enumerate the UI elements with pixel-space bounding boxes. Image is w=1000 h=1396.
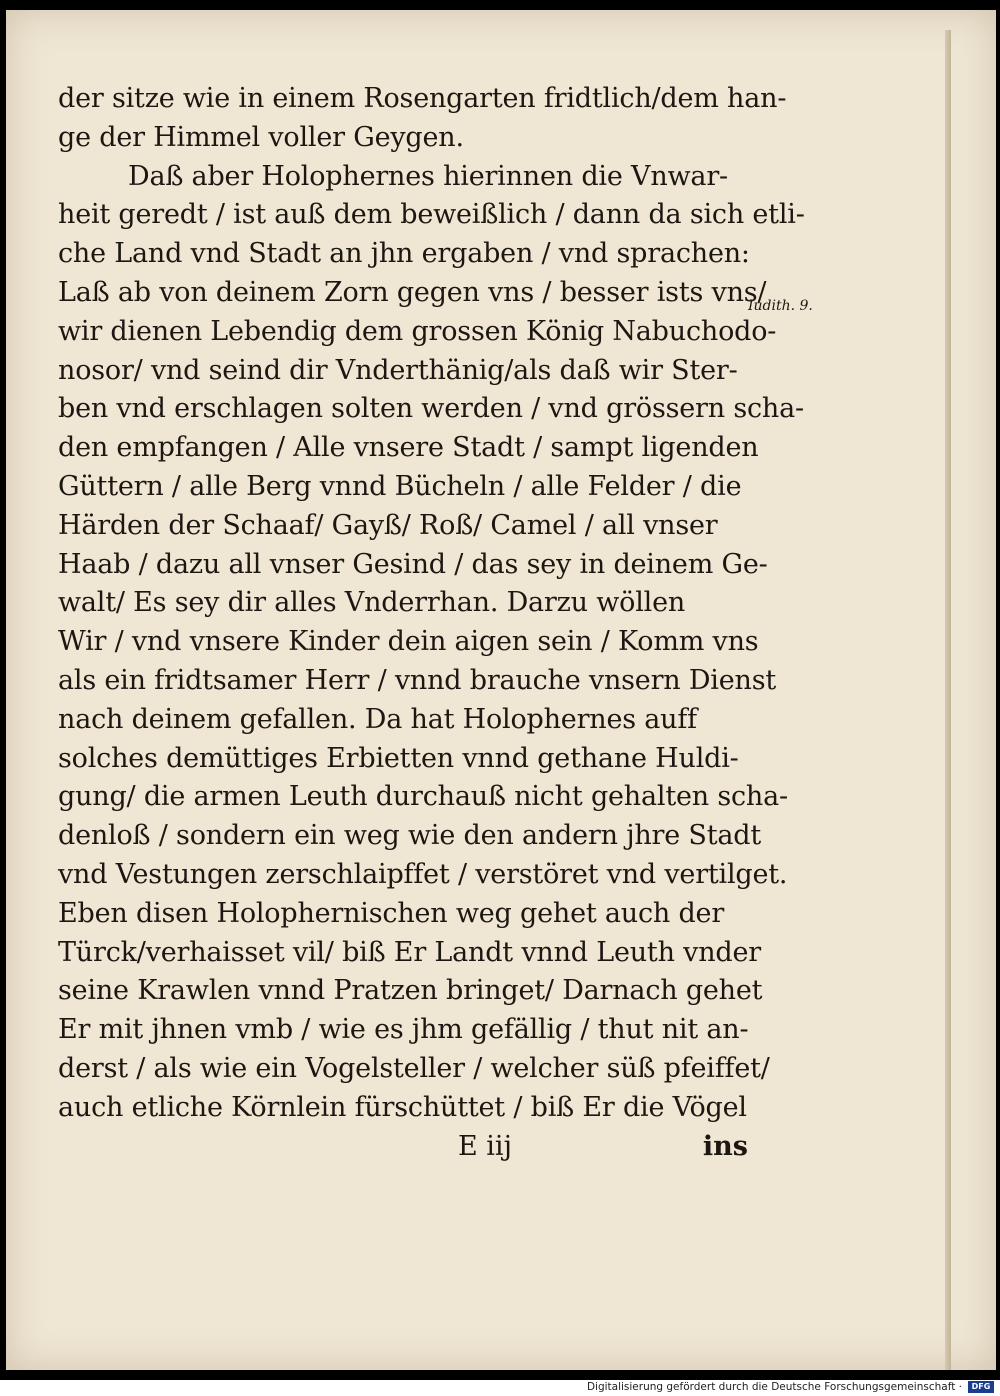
credit-bar: [0, 1380, 1000, 1396]
marginal-note: Iudith. 9.: [748, 298, 813, 314]
text-line: den empfangen / Alle vnsere Stadt / sampt ligenden: [58, 432, 759, 464]
text-line: wir dienen Lebendig dem grossen König Nabuchodo‑: [58, 315, 777, 347]
text-line: Eben disen Holophernischen weg gehet auch der: [58, 897, 725, 929]
text-line: walt/ Es sey dir alles Vnderrhan. Darzu wöllen: [58, 587, 686, 619]
signature-mark: E iij: [458, 1131, 512, 1162]
text-line: solches demüttiges Erbietten vnnd gethane Huldi‑: [58, 742, 739, 774]
dfg-logo-icon: DFG: [968, 1381, 994, 1393]
text-line: che Land vnd Stadt an jhn ergaben / vnd sprachen:: [58, 238, 750, 270]
page-edge: [945, 30, 951, 1370]
text-line: als ein fridtsamer Herr / vnnd brauche vnsern Dienst: [58, 664, 777, 696]
text-line: Er mit jhnen vmb / wie es jhm gefällig / thut nit an‑: [58, 1014, 749, 1046]
text-line: ge der Himmel voller Geygen.: [58, 121, 464, 153]
catchword: ins: [702, 1131, 748, 1162]
text-line: heit geredt / ist auß dem beweißlich / dann da sich etli‑: [58, 199, 805, 231]
text-line: vnd Vestungen zerschlaipffet / verstöret vnd vertilget.: [58, 858, 788, 890]
text-line: Daß aber Holophernes hierinnen die Vnwar‑: [128, 160, 728, 192]
text-line: Wir / vnd vnsere Kinder dein aigen sein / Komm vns: [58, 626, 759, 658]
text-line: Haab / dazu all vnser Gesind / das sey in deinem Ge‑: [58, 548, 768, 580]
text-line: Türck/verhaisset vil/ biß Er Landt vnnd Leuth vnder: [58, 936, 761, 968]
text-line: der sitze wie in einem Rosengarten fridtlich/dem han‑: [58, 83, 787, 114]
text-line: seine Krawlen vnnd Pratzen bringet/ Darnach gehet: [58, 975, 763, 1007]
text-line: Härden der Schaaf/ Gayß/ Roß/ Camel / all vnser: [58, 509, 718, 541]
text-line: nosor/ vnd seind dir Vnderthänig/als daß wir Ster‑: [58, 354, 738, 386]
text-line: Güttern / alle Berg vnnd Bücheln / alle Felder / die: [58, 470, 742, 502]
text-line: auch etliche Körnlein fürschüttet / biß Er die Vögel: [58, 1091, 747, 1123]
funding-credit: Digitalisierung gefördert durch die Deutsche Forschungsgemeinschaft ·: [586, 1381, 962, 1393]
page-footer: [58, 1127, 748, 1167]
text-line: denloß / sondern ein weg wie den andern jhre Stadt: [58, 820, 761, 852]
text-line: Laß ab von deinem Zorn gegen vns / besser ists vns/: [58, 276, 767, 308]
text-line: derst / als wie ein Vogelsteller / welcher süß pfeiffet/: [58, 1052, 770, 1084]
text-line: gung/ die armen Leuth durchauß nicht gehalten scha‑: [58, 781, 788, 813]
text-line: nach deinem gefallen. Da hat Holophernes auff: [58, 703, 697, 735]
text-line: ben vnd erschlagen solten werden / vnd grössern scha‑: [58, 393, 804, 425]
